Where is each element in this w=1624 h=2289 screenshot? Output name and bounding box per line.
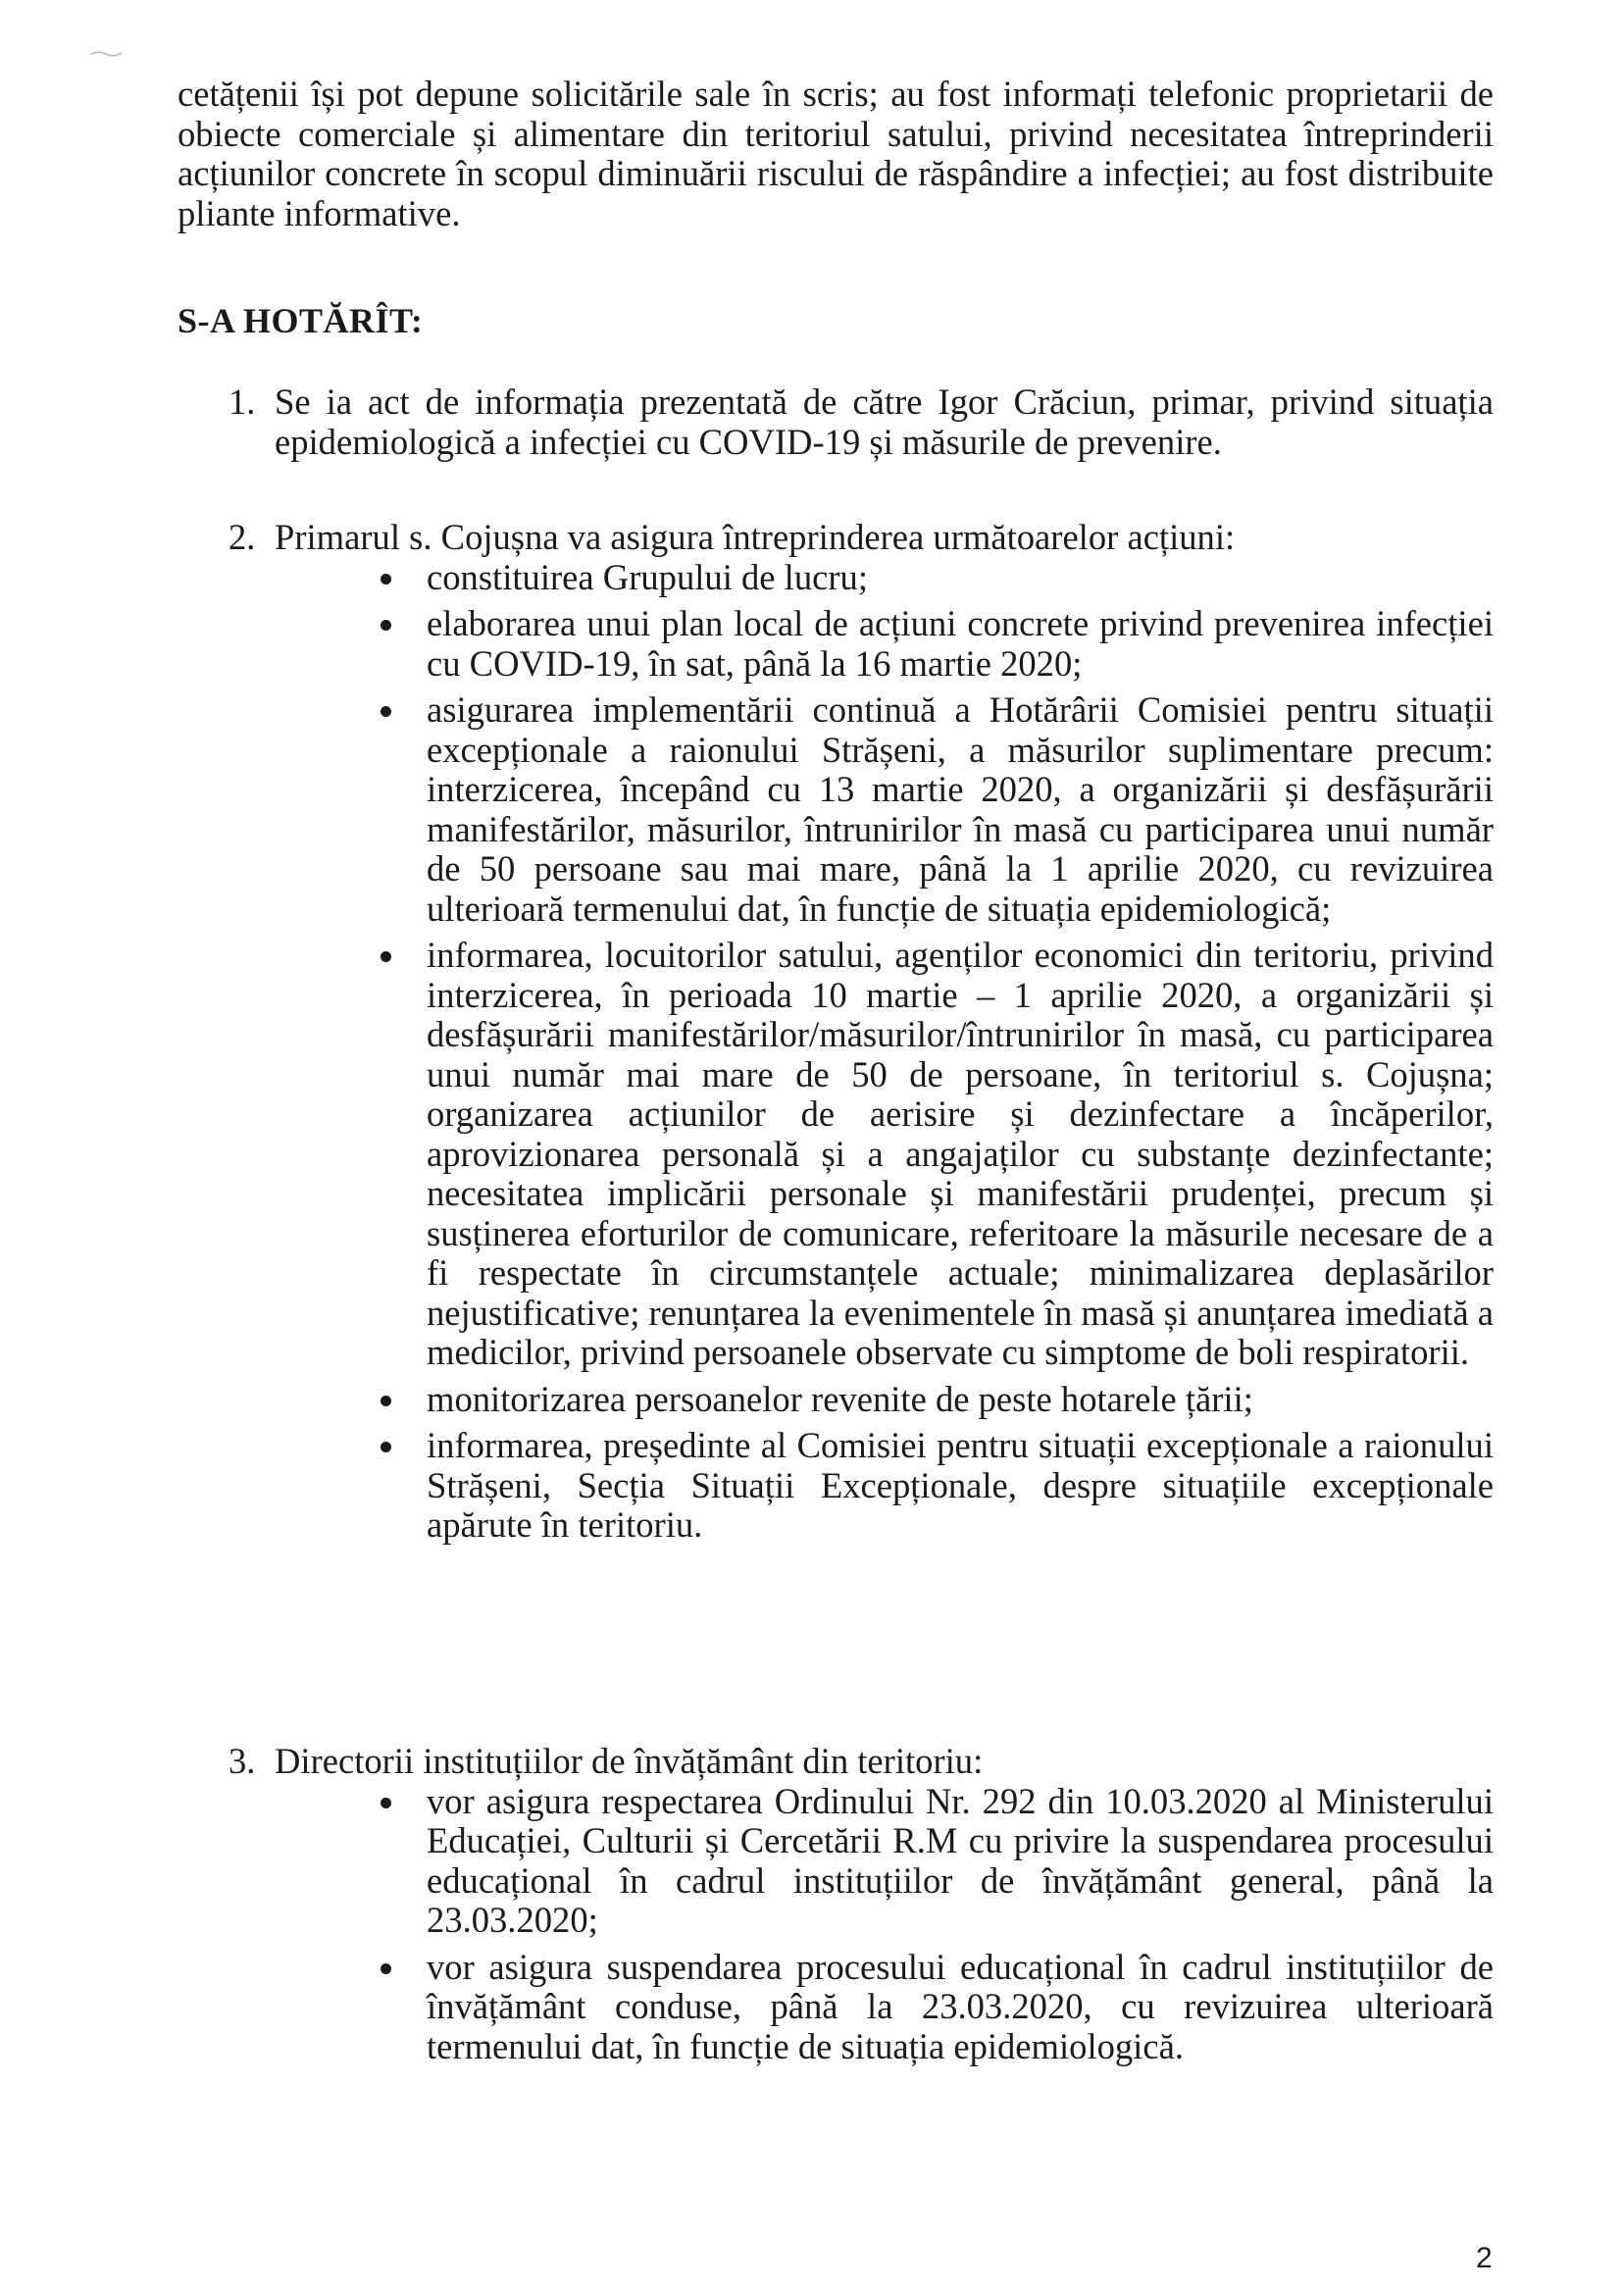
list-item: monitorizarea persoanelor revenite de peste hotarele țării; (381, 1380, 1494, 1420)
page-number: 2 (1476, 2242, 1493, 2274)
bullet-icon (381, 951, 391, 962)
list-item: elaborarea unui plan local de acțiuni concrete privind prevenirea infecției cu COVID-19, în sat, până la 16 martie 2020; (381, 604, 1494, 684)
bullet-icon (381, 1396, 391, 1406)
list-item: constituirea Grupului de lucru; (381, 558, 1494, 598)
bullet-list (228, 1782, 1494, 2067)
bullet-icon (381, 1963, 391, 1974)
list-item: informarea, locuitorilor satului, agenților economici din teritoriu, privind interzicerea, în perioada 10 martie – 1 aprilie 2020, a organizării și desfășurării manifestărilor/măsurilor/întrunirilor în masă, cu participarea unui număr mai mare de 50 de persoane, în teritoriul s. Cojușna; organizarea acțiunilor de aerisire și dezinfectare a încăperilor, aprovizionarea personală și a angajaților cu substanțe dezinfectante; necesitatea implicării personale și manifestării prudenței, precum și susținerea eforturilor de comunicare, referitoare la măsurile necesare de a fi respectate în circumstanțele actuale; minimalizarea deplasărilor nejustificative; renunțarea la evenimentele în masă și anunțarea imediată a medicilor, privind persoanele observate cu simptome de boli respiratorii. (381, 936, 1494, 1373)
list-item: asigurarea implementării continuă a Hotărârii Comisiei pentru situații excepționale a raionului Strășeni, a măsurilor suplimentare precum: interzicerea, începând cu 13 martie 2020, a organizării și desfășurării manifestărilor, măsurilor, întrunirilor în masă cu participarea unui număr de 50 persoane sau mai mare, până la 1 aprilie 2020, cu revizuirea ulterioară termenului dat, în funcție de situația epidemiologică; (381, 690, 1494, 929)
bullet-icon (381, 706, 391, 717)
item-number: 1. (228, 382, 256, 422)
item-text: Primarul s. Cojușna va asigura întreprinderea următoarelor acțiuni: (275, 517, 1236, 557)
item-number: 2. (228, 517, 256, 557)
decision-item-3 (228, 1742, 1494, 2066)
list-item: vor asigura respectarea Ordinului Nr. 292 din 10.03.2020 al Ministerului Educației, Culturii și Cercetării R.M cu privire la suspendarea procesului educațional în cadrul instituțiilor de învățământ general, până la 23.03.2020; (381, 1782, 1494, 1941)
item-number: 3. (228, 1741, 256, 1781)
bullet-list (228, 558, 1494, 1546)
bullet-icon (381, 620, 391, 631)
scan-artifact (88, 47, 127, 59)
intro-paragraph: cetățenii își pot depune solicitările sale în scris; au fost informați telefonic proprietarii de obiecte comerciale și alimentare din teritoriul satului, privind necesitatea întreprinderii acțiunilor concrete în scopul diminuării riscului de răspândire a infecției; au fost distribuite pliante informative. (178, 74, 1494, 233)
list-item: vor asigura suspendarea procesului educațional în cadrul instituțiilor de învățământ conduse, până la 23.03.2020, cu revizuirea ulterioară termenului dat, în funcție de situația epidemiologică. (381, 1948, 1494, 2067)
list-item: informarea, președinte al Comisiei pentru situații excepționale a raionului Strășeni, Secția Situații Excepționale, despre situațiile excepționale apărute în teritoriu. (381, 1426, 1494, 1546)
decision-heading: S-A HOTĂRÎT: (178, 301, 424, 340)
item-text: Se ia act de informația prezentată de către Igor Crăciun, primar, privind situația epidemiologică a infecției cu COVID-19 și măsurile de prevenire. (275, 382, 1494, 462)
bullet-icon (381, 1798, 391, 1808)
decision-item-1 (228, 382, 1494, 462)
bullet-icon (381, 574, 391, 585)
item-text: Directorii instituțiilor de învățământ din teritoriu: (275, 1741, 984, 1781)
decision-item-2 (228, 518, 1494, 1546)
bullet-icon (381, 1442, 391, 1452)
